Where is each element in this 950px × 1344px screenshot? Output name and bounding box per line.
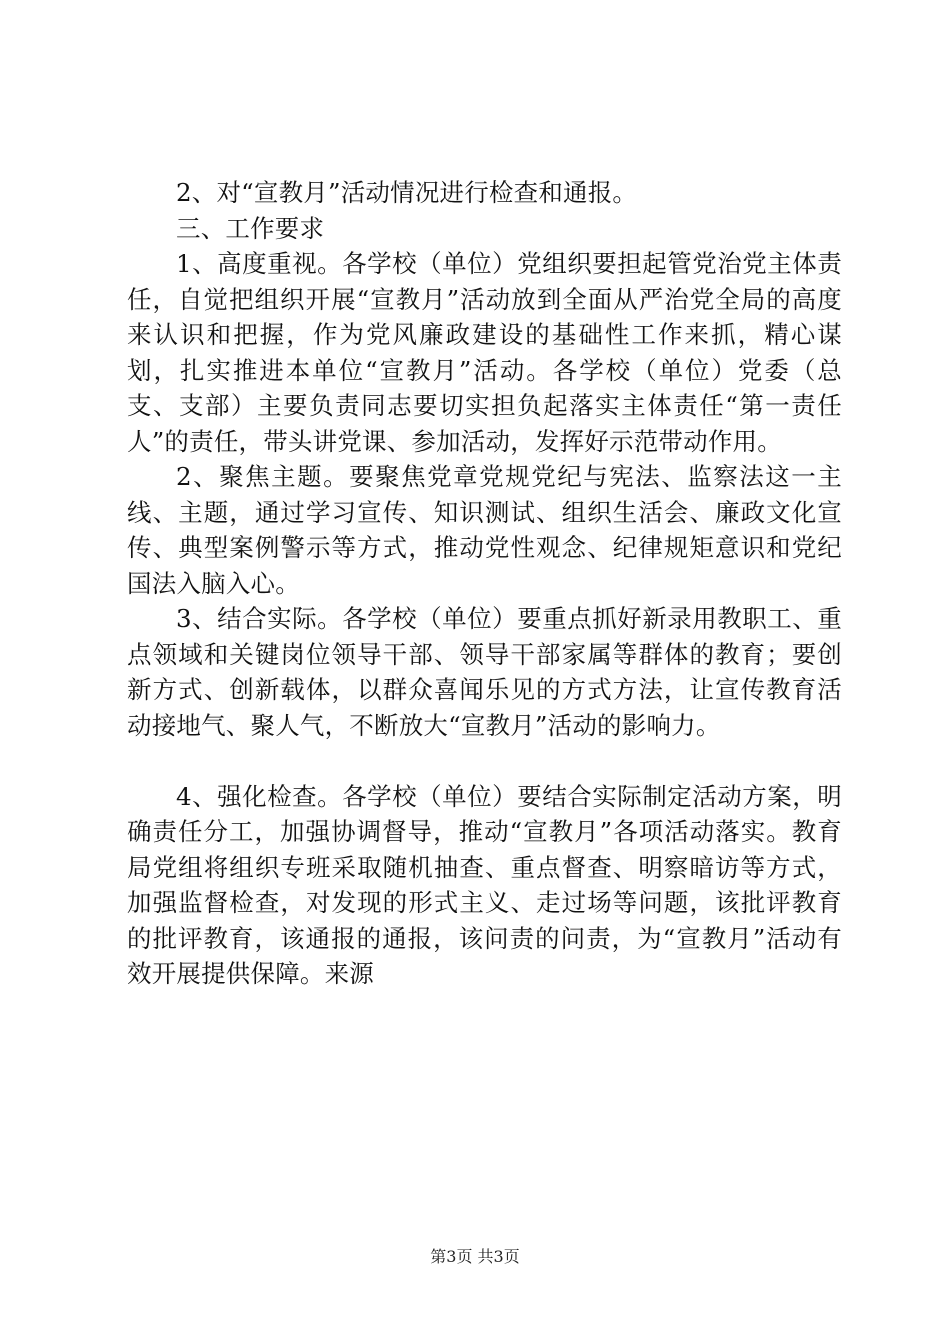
page-number: 第3页 共3页	[430, 1247, 520, 1266]
paragraph-check-report: 2、对“宣教月”活动情况进行检查和通报。	[176, 178, 638, 207]
paragraph-focus-theme: 2、聚焦主题。要聚焦党章党规党纪与宪法、监察法这一主线、主题，通过学习宣传、知识测试、组织生活会、廉政文化宣传、典型案例警示等方式，推动党性观念、纪律规矩意识和党纪国法入脑入心。	[127, 462, 842, 598]
paragraph-strengthen-inspection: 4、强化检查。各学校（单位）要结合实际制定活动方案，明确责任分工，加强协调督导，推动“宣教月”各项活动落实。教育局党组将组织专班采取随机抽查、重点督查、明察暗访等方式，加强监督检查，对发现的形式主义、走过场等问题，该批评教育的批评教育，该通报的通报，该问责的问责，为“宣教月”活动有效开展提供保障。来源	[127, 781, 842, 988]
page-footer	[0, 1244, 950, 1267]
paragraph-gap	[127, 743, 842, 779]
document-body	[127, 175, 842, 992]
paragraph-combine-reality: 3、结合实际。各学校（单位）要重点抓好新录用教职工、重点领域和关键岗位领导干部、领导干部家属等群体的教育；要创新方式、创新载体，以群众喜闻乐见的方式方法，让宣传教育活动接地气、聚人气，不断放大“宣教月”活动的影响力。	[127, 604, 842, 740]
section-heading-work-requirements: 三、工作要求	[176, 213, 325, 243]
paragraph-high-attention: 1、高度重视。各学校（单位）党组织要担起管党治党主体责任，自觉把组织开展“宣教月”活动放到全面从严治党全局的高度来认识和把握，作为党风廉政建设的基础性工作来抓，精心谋划，扎实推进本单位“宣教月”活动。各学校（单位）党委（总支、支部）主要负责同志要切实担负起落实主体责任“第一责任人”的责任，带头讲党课、参加活动，发挥好示范带动作用。	[127, 249, 842, 456]
